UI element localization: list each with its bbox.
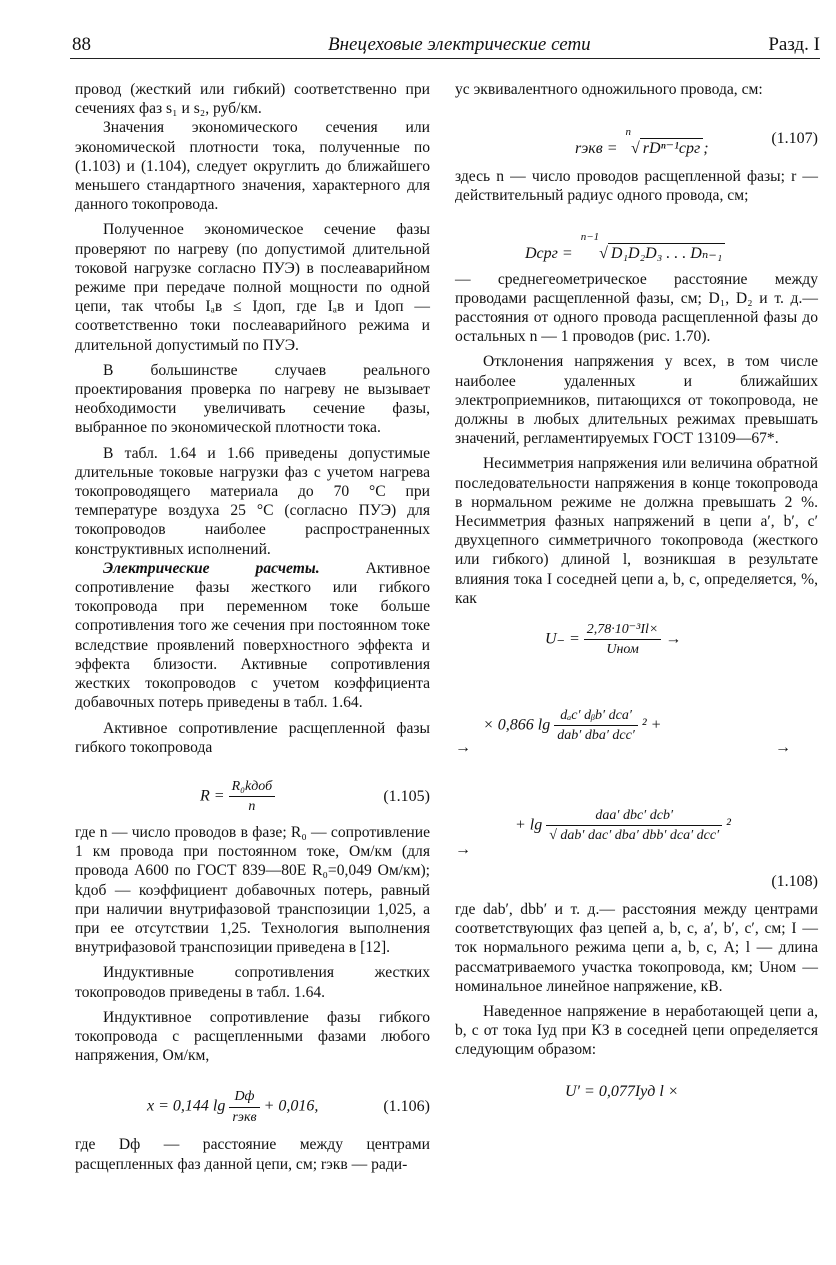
paragraph: провод (жесткий или гибкий) соответственно при сечениях фаз s₁ и s₂, руб/км. <box>75 81 430 118</box>
left-column <box>75 80 430 1174</box>
paragraph: Полученное экономическое сечение фазы проверяют по нагреву (по допустимой длительной токовой нагрузке согласно ПУЭ) в послеаварийном режиме при передаче полной мощности по одной цепи, так чтобы Iₐв ≤ Iдоп, где Iₐв и Iдоп — соответственно токи послеаварийного режима и длительной допустимый по ПУЭ. <box>75 221 430 354</box>
fraction-denominator: rэкв <box>232 1109 257 1125</box>
formula-lhs: Dсрг = <box>525 244 573 262</box>
formula-lhs: rэкв = <box>575 140 618 158</box>
formula-1-106 <box>75 1077 430 1135</box>
paragraph: здесь n — число проводов расщепленной фазы; r — действительный радиус одного провода, см; <box>455 168 818 205</box>
paragraph: Несимметрия напряжения или величина обратной последовательности напряжения в конце токопровода в нормальном режиме не должна превышать 2 %. Несимметрия фазных напряжений в цепи a′, b′, c′ двухцепного симметричного токопровода (жесткого или гибкого) длиной l, возникшая в результате влияния тока I соседней цепи a, b, c, определяется, %, как <box>455 455 818 607</box>
radical-sign: √ <box>599 244 608 262</box>
formula-text: U′ = 0,077Iуд l × <box>565 1082 679 1100</box>
paragraph: ус эквивалентного одножильного провода, см: <box>455 81 763 98</box>
running-title: Внецеховые электрические сети <box>328 34 591 55</box>
formula-tail: ² + <box>641 716 662 734</box>
fraction-denominator: dab′ dba′ dcc′ <box>557 728 635 744</box>
formula-lhs: R = <box>200 787 225 805</box>
formula-1-108 <box>455 616 818 900</box>
radicand: rDⁿ⁻¹срг <box>640 138 703 158</box>
fraction-denominator: Uном <box>606 642 639 658</box>
equation-number: (1.108) <box>771 873 818 891</box>
continuation-arrow: → <box>665 630 682 648</box>
formula-fraction <box>554 706 638 745</box>
paragraph: — среднегеометрическое расстояние между проводами расщепленной фазы, см; D₁, D₂ и т. д.— расстояния от одного провода расщепленной фазы до остальных n — 1 проводов (рис. 1.70). <box>455 270 818 346</box>
formula-fraction <box>546 806 722 845</box>
equation-number: (1.107) <box>771 130 818 148</box>
continuation-arrow: → <box>455 841 471 859</box>
paragraph-text: Активное сопротивление фазы жесткого или гибкого токопровода при переменном токе больше сопротивления того же сечения при постоянном токе вследствие проявлений поверхностного эффекта и эффекта близости. Активные сопротивления жестких токопроводов с учетом коэффициента добавочных потерь приведены в табл. 1.64. <box>75 559 430 712</box>
formula-lhs: U₋ = <box>545 630 580 648</box>
formula-1-105 <box>75 767 430 823</box>
radicand: D₁D₂D₃ . . . Dₙ₋₁ <box>608 243 725 263</box>
right-column <box>455 80 818 1116</box>
continuation-arrow: → <box>775 739 791 757</box>
paragraph <box>75 559 430 713</box>
run-in-heading: Электрические расчеты. <box>103 559 320 577</box>
paragraph: Наведенное напряжение в неработающей цепи a, b, c от тока Iуд при КЗ в соседней цепи определяется следующим образом: <box>455 1003 818 1059</box>
paragraph: В табл. 1.64 и 1.66 приведены допустимые длительные токовые нагрузки фаз с учетом нагрева токопроводящего материала до 70 °С при температуре воздуха 25 °С (согласно ПУЭ) для токопроводов наиболее распространенных конструктивных исполнений. <box>75 444 430 558</box>
paragraph: где n — число проводов в фазе; R₀ — сопротивление 1 км провода при постоянном токе, Ом/км (для провода А600 по ГОСТ 839—80Е R₀=0,049 Ом/км); kдоб — коэффициент добавочных потерь, равный при наличии внутрифазовой транспозиции 1,025, а при ее отсутствии 1,25. Технология выполнения внутрифазовой транспозиции приведена в [12]. <box>75 823 430 957</box>
paragraph: Активное сопротивление расщепленной фазы гибкого токопровода <box>75 719 430 756</box>
formula-fraction <box>229 777 276 816</box>
formula-coef: + lg <box>515 816 543 834</box>
formula-tail: + 0,016, <box>263 1097 319 1115</box>
paragraph: В большинстве случаев реального проектирования проверка по нагреву не вызывает необходимости увеличивать сечение фазы, выбранное по экономической плотности тока. <box>75 361 430 437</box>
paragraph: Индуктивное сопротивление фазы гибкого токопровода с расщепленными фазами любого напряжения, Ом/км, <box>75 1008 430 1065</box>
fraction-numerator: dₐc′ dᵦb′ dca′ <box>554 706 638 726</box>
fraction-numerator: R₀kдоб <box>229 777 276 797</box>
continuation-arrow: → <box>455 739 471 757</box>
running-header <box>70 32 820 59</box>
paragraph: Индуктивные сопротивления жестких токопроводов приведены в табл. 1.64. <box>75 964 430 1001</box>
root-index: n−1 <box>580 230 600 243</box>
formula-1-107 <box>455 109 818 167</box>
fraction-numerator: daa′ dbc′ dcb′ <box>546 806 722 826</box>
formula-tail: ² <box>726 816 731 834</box>
equation-number: (1.105) <box>383 787 430 805</box>
formula-induced-voltage <box>455 1076 818 1116</box>
formula-line-1 <box>545 620 681 659</box>
formula-lhs: x = 0,144 lg <box>147 1097 226 1115</box>
fraction-numerator: 2,78·10⁻³Il× <box>584 620 662 640</box>
fraction-denominator: √ dab′ dac′ dba′ dbb′ dca′ dcc′ <box>549 828 720 844</box>
formula-fraction <box>584 620 662 659</box>
formula-coef: × 0,866 lg <box>483 716 551 734</box>
fraction-numerator: Dф <box>229 1087 259 1107</box>
fraction-denominator: n <box>248 799 256 815</box>
page-number: 88 <box>72 34 91 55</box>
paragraph: Значения экономического сечения или экономической плотности тока, полученные по (1.103) и (1.104), следует округлить до ближайшего меньшего стандартного значения, характерного для данного токопровода. <box>75 119 430 214</box>
root-index: n <box>625 126 632 139</box>
paragraph: где Dф — расстояние между центрами расщепленных фаз данной цепи, см; rэкв — ради- <box>75 1136 430 1173</box>
radical-sign: √ <box>631 140 640 158</box>
formula-tail: ; <box>703 140 709 158</box>
paragraph: где dab′, dbb′ и т. д.— расстояния между центрами соответствующих фаз цепей a, b, c, a′, b′, c′, см; I — ток нормального режима цепи a, b, c, А; l — длина рассматриваемого участка токопровода, км; Uном — номинальное линейное напряжение, кВ. <box>455 901 818 995</box>
equation-number: (1.106) <box>383 1098 430 1116</box>
paragraph: Отклонения напряжения у всех, в том числе наиболее удаленных и ближайших электроприемников, питающихся от токопровода, не должны в любых длительных режимах превышать значений, регламентируемых ГОСТ 13109—67*. <box>455 353 818 448</box>
formula-fraction <box>229 1087 259 1126</box>
section-label: Разд. I <box>768 34 820 55</box>
formula-dsrg <box>455 214 818 270</box>
